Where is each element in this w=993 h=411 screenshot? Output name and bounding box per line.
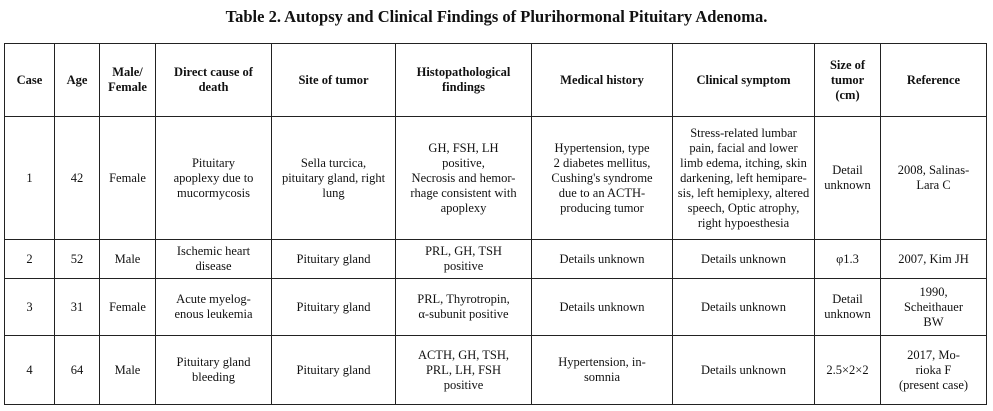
- cell-age: 64: [55, 336, 100, 405]
- cell-cause-of-death: Ischemic heart disease: [156, 240, 272, 279]
- cell-tumor-size: Detail unknown: [815, 279, 881, 336]
- cell-case: 2: [5, 240, 55, 279]
- cell-medical-history: Hypertension, in- somnia: [532, 336, 673, 405]
- header-row: [5, 44, 987, 117]
- cell-reference: 2007, Kim JH: [881, 240, 987, 279]
- header-medical-history: Medical history: [532, 44, 673, 117]
- cell-clinical-symptom: Stress-related lumbar pain, facial and lower limb edema, itching, skin darkening, left hemipare- sis, left hemiplexy, altered speech, Optic atrophy, right hypoesthesia: [673, 117, 815, 240]
- header-cause-of-death: Direct cause of death: [156, 44, 272, 117]
- table-row: [5, 240, 987, 279]
- cell-age: 42: [55, 117, 100, 240]
- cell-sex: Male: [100, 336, 156, 405]
- cell-histopathological-findings: ACTH, GH, TSH, PRL, LH, FSH positive: [396, 336, 532, 405]
- cell-cause-of-death: Acute myelog- enous leukemia: [156, 279, 272, 336]
- cell-medical-history: Details unknown: [532, 279, 673, 336]
- header-sex: Male/ Female: [100, 44, 156, 117]
- cell-site-of-tumor: Pituitary gland: [272, 336, 396, 405]
- cell-clinical-symptom: Details unknown: [673, 279, 815, 336]
- table-title: Table 2. Autopsy and Clinical Findings of Plurihormonal Pituitary Adenoma.: [225, 7, 768, 26]
- cell-reference: 2008, Salinas- Lara C: [881, 117, 987, 240]
- header-site-of-tumor: Site of tumor: [272, 44, 396, 117]
- cell-reference: 1990, Scheithauer BW: [881, 279, 987, 336]
- cell-site-of-tumor: Sella turcica, pituitary gland, right lung: [272, 117, 396, 240]
- cell-sex: Female: [100, 279, 156, 336]
- table-row: [5, 336, 987, 405]
- cell-case: 3: [5, 279, 55, 336]
- cell-case: 1: [5, 117, 55, 240]
- cell-histopathological-findings: PRL, GH, TSH positive: [396, 240, 532, 279]
- cell-histopathological-findings: GH, FSH, LH positive, Necrosis and hemor- rhage consistent with apoplexy: [396, 117, 532, 240]
- header-case: Case: [5, 44, 55, 117]
- header-clinical-symptom: Clinical symptom: [673, 44, 815, 117]
- cell-age: 52: [55, 240, 100, 279]
- cell-cause-of-death: Pituitary apoplexy due to mucormycosis: [156, 117, 272, 240]
- cell-tumor-size: φ1.3: [815, 240, 881, 279]
- cell-tumor-size: 2.5×2×2: [815, 336, 881, 405]
- findings-table: [4, 43, 987, 405]
- cell-cause-of-death: Pituitary gland bleeding: [156, 336, 272, 405]
- cell-reference: 2017, Mo- rioka F (present case): [881, 336, 987, 405]
- cell-sex: Female: [100, 117, 156, 240]
- cell-histopathological-findings: PRL, Thyrotropin, α-subunit positive: [396, 279, 532, 336]
- cell-site-of-tumor: Pituitary gland: [272, 240, 396, 279]
- cell-tumor-size: Detail unknown: [815, 117, 881, 240]
- cell-sex: Male: [100, 240, 156, 279]
- cell-medical-history: Hypertension, type 2 diabetes mellitus, Cushing's syndrome due to an ACTH- producing tumor: [532, 117, 673, 240]
- header-age: Age: [55, 44, 100, 117]
- cell-site-of-tumor: Pituitary gland: [272, 279, 396, 336]
- cell-age: 31: [55, 279, 100, 336]
- cell-case: 4: [5, 336, 55, 405]
- table-row: [5, 279, 987, 336]
- header-histopathological-findings: Histopathological findings: [396, 44, 532, 117]
- cell-medical-history: Details unknown: [532, 240, 673, 279]
- header-tumor-size: Size of tumor (cm): [815, 44, 881, 117]
- cell-clinical-symptom: Details unknown: [673, 336, 815, 405]
- table-row: [5, 117, 987, 240]
- cell-clinical-symptom: Details unknown: [673, 240, 815, 279]
- header-reference: Reference: [881, 44, 987, 117]
